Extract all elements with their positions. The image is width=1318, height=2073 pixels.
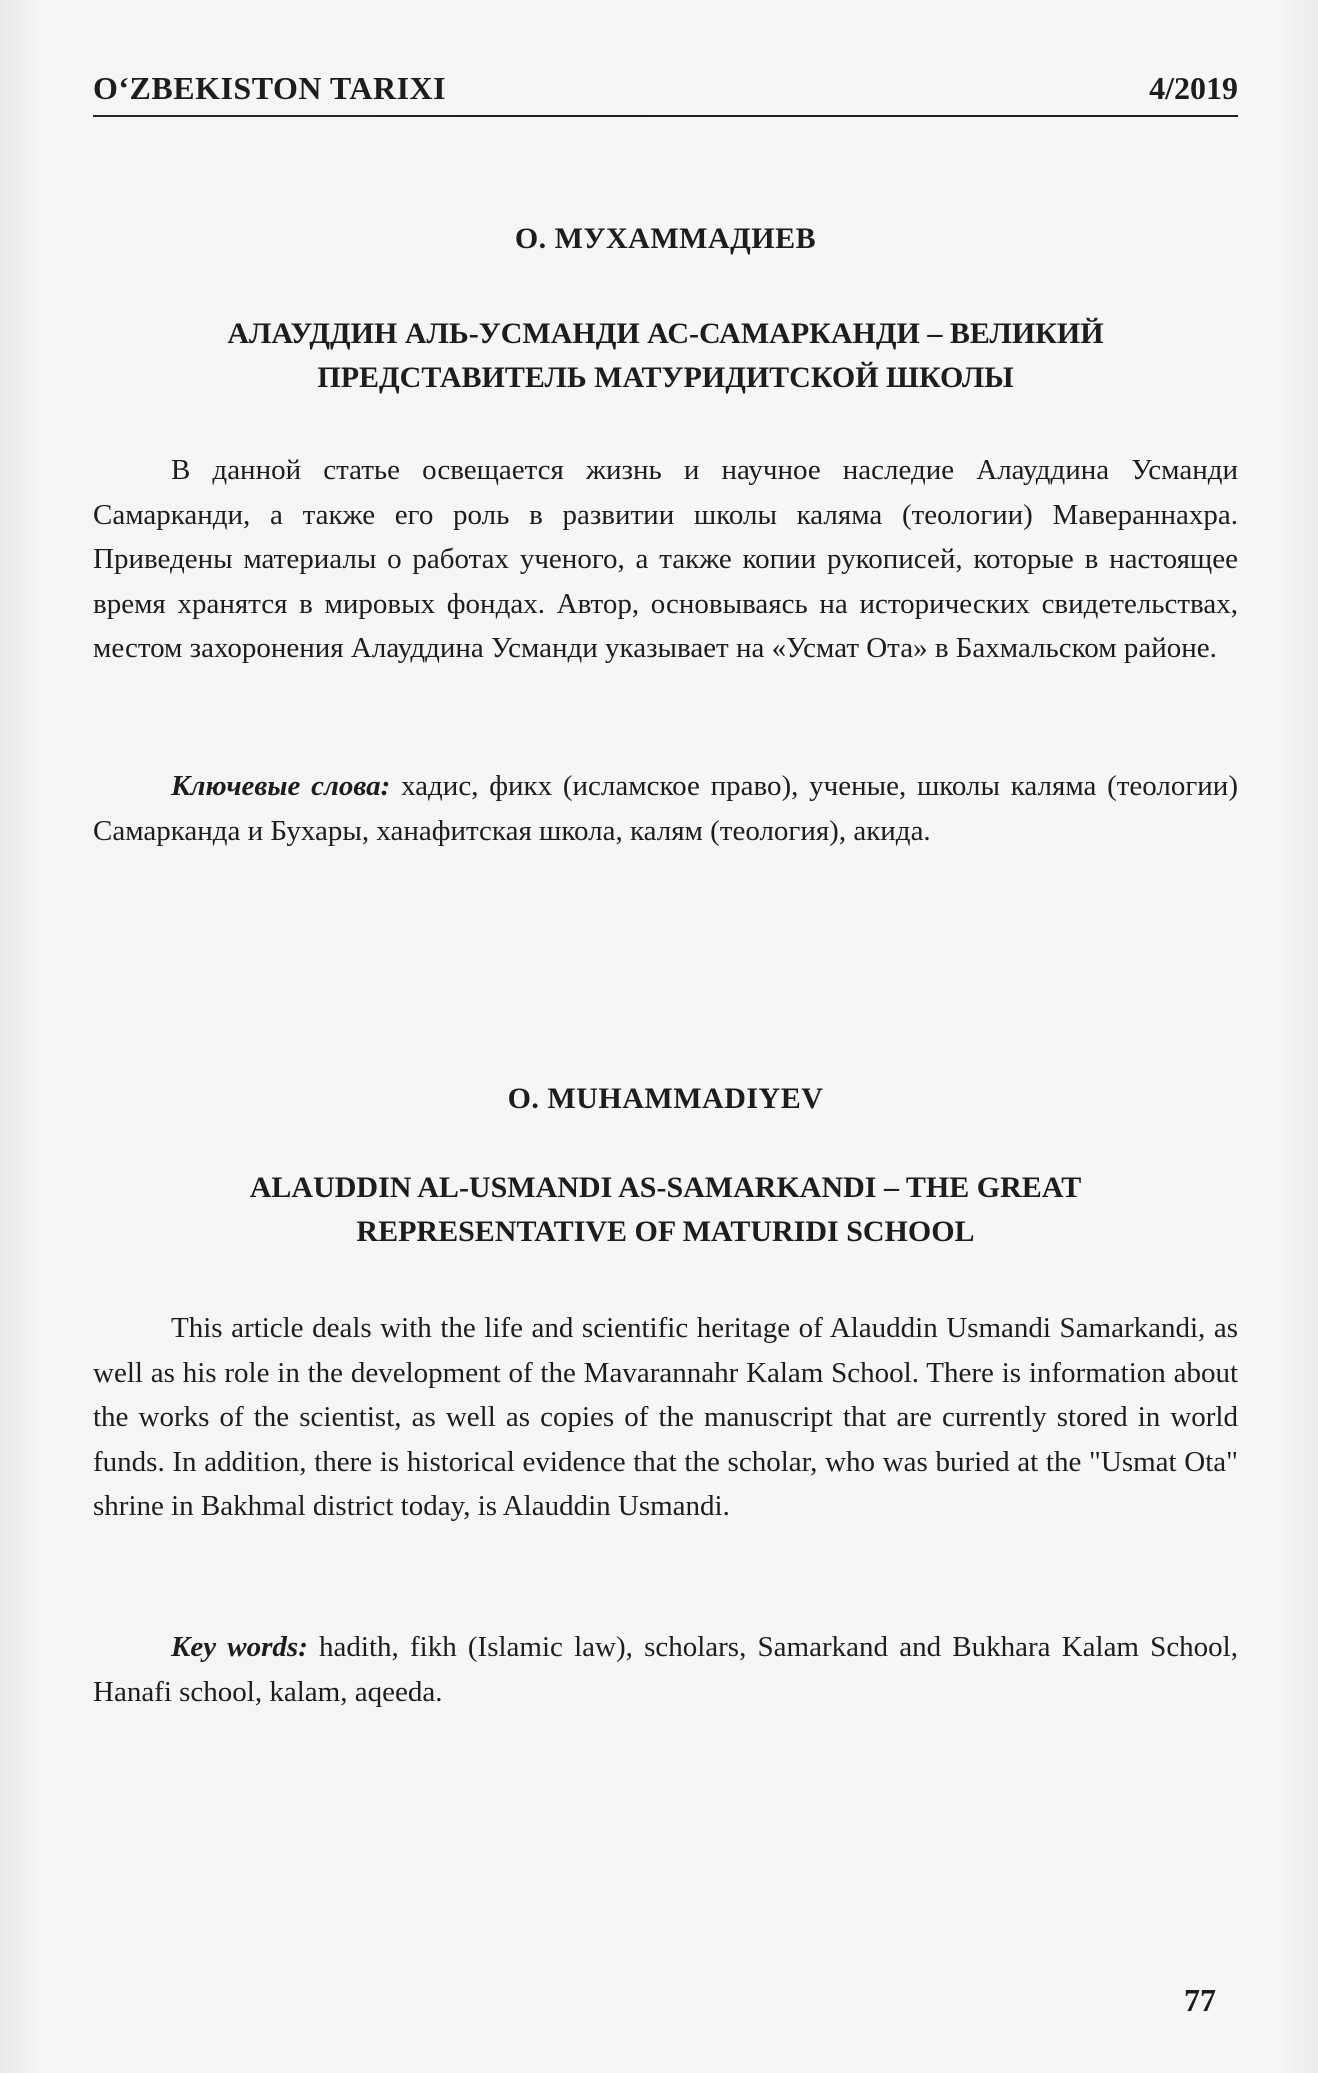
keywords-label-en: Key words: — [171, 1631, 308, 1663]
author-name-ru: О. МУХАММАДИЕВ — [514, 222, 817, 255]
journal-title: O‘ZBEKISTON TARIXI — [93, 70, 447, 106]
header-rule — [93, 115, 1238, 117]
issue-number: 4/2019 — [1149, 70, 1238, 106]
author-name-en: O. MUHAMMADIYEV — [507, 1082, 824, 1115]
keywords-text-en: hadith, fikh (Islamic law), scholars, Samarkand and Bukhara Kalam School, Hanafi school, kalam, aqeeda. — [93, 1631, 1238, 1708]
article-title-ru — [93, 312, 1238, 400]
title-ru-line-2: ПРЕДСТАВИТЕЛЬ МАТУРИДИТСКОЙ ШКОЛЫ — [317, 361, 1014, 394]
keywords-ru — [93, 764, 1238, 853]
abstract-en: This article deals with the life and scientific heritage of Alauddin Usmandi Samarkandi, as well as his role in the development of the Mavarannahr Kalam School. There is information about the works of the scientist, as well as copies of the manuscript that are currently stored in world funds. In addition, there is historical evidence that the scholar, who was buried at the "Usmat Ota" shrine in Bakhmal district today, is Alauddin Usmandi. — [93, 1312, 1238, 1522]
keywords-en — [93, 1625, 1238, 1714]
article-title-en — [93, 1166, 1238, 1254]
abstract-ru: В данной статье освещается жизнь и научное наследие Алауддина Усманди Самарканди, а также его роль в развитии школы каляма (теологии) Мавераннахра. Приведены материалы о работах ученого, а также копии рукописей, которые в настоящее время хранятся в мировых фондах. Автор, основываясь на исторических свидетельствах, местом захоронения Алауддина Усманди указывает на «Усмат Ота» в Бахмальском районе. — [93, 454, 1238, 664]
title-ru-line-1: АЛАУДДИН АЛЬ-УСМАНДИ АС-САМАРКАНДИ – ВЕЛИКИЙ — [227, 317, 1104, 350]
keywords-label-ru: Ключевые слова: — [171, 770, 391, 802]
title-en-line-2: REPRESENTATIVE OF MATURIDI SCHOOL — [356, 1215, 975, 1248]
running-header — [93, 70, 1238, 118]
page-number: 77 — [1184, 1982, 1216, 2018]
keywords-text-ru: хадис, фикх (исламское право), ученые, школы каляма (теологии) Самарканда и Бухары, ханафитская школа, калям (теология), акида. — [93, 770, 1238, 847]
title-en-line-1: ALAUDDIN AL-USMANDI AS-SAMARKANDI – THE GREAT — [249, 1171, 1082, 1204]
